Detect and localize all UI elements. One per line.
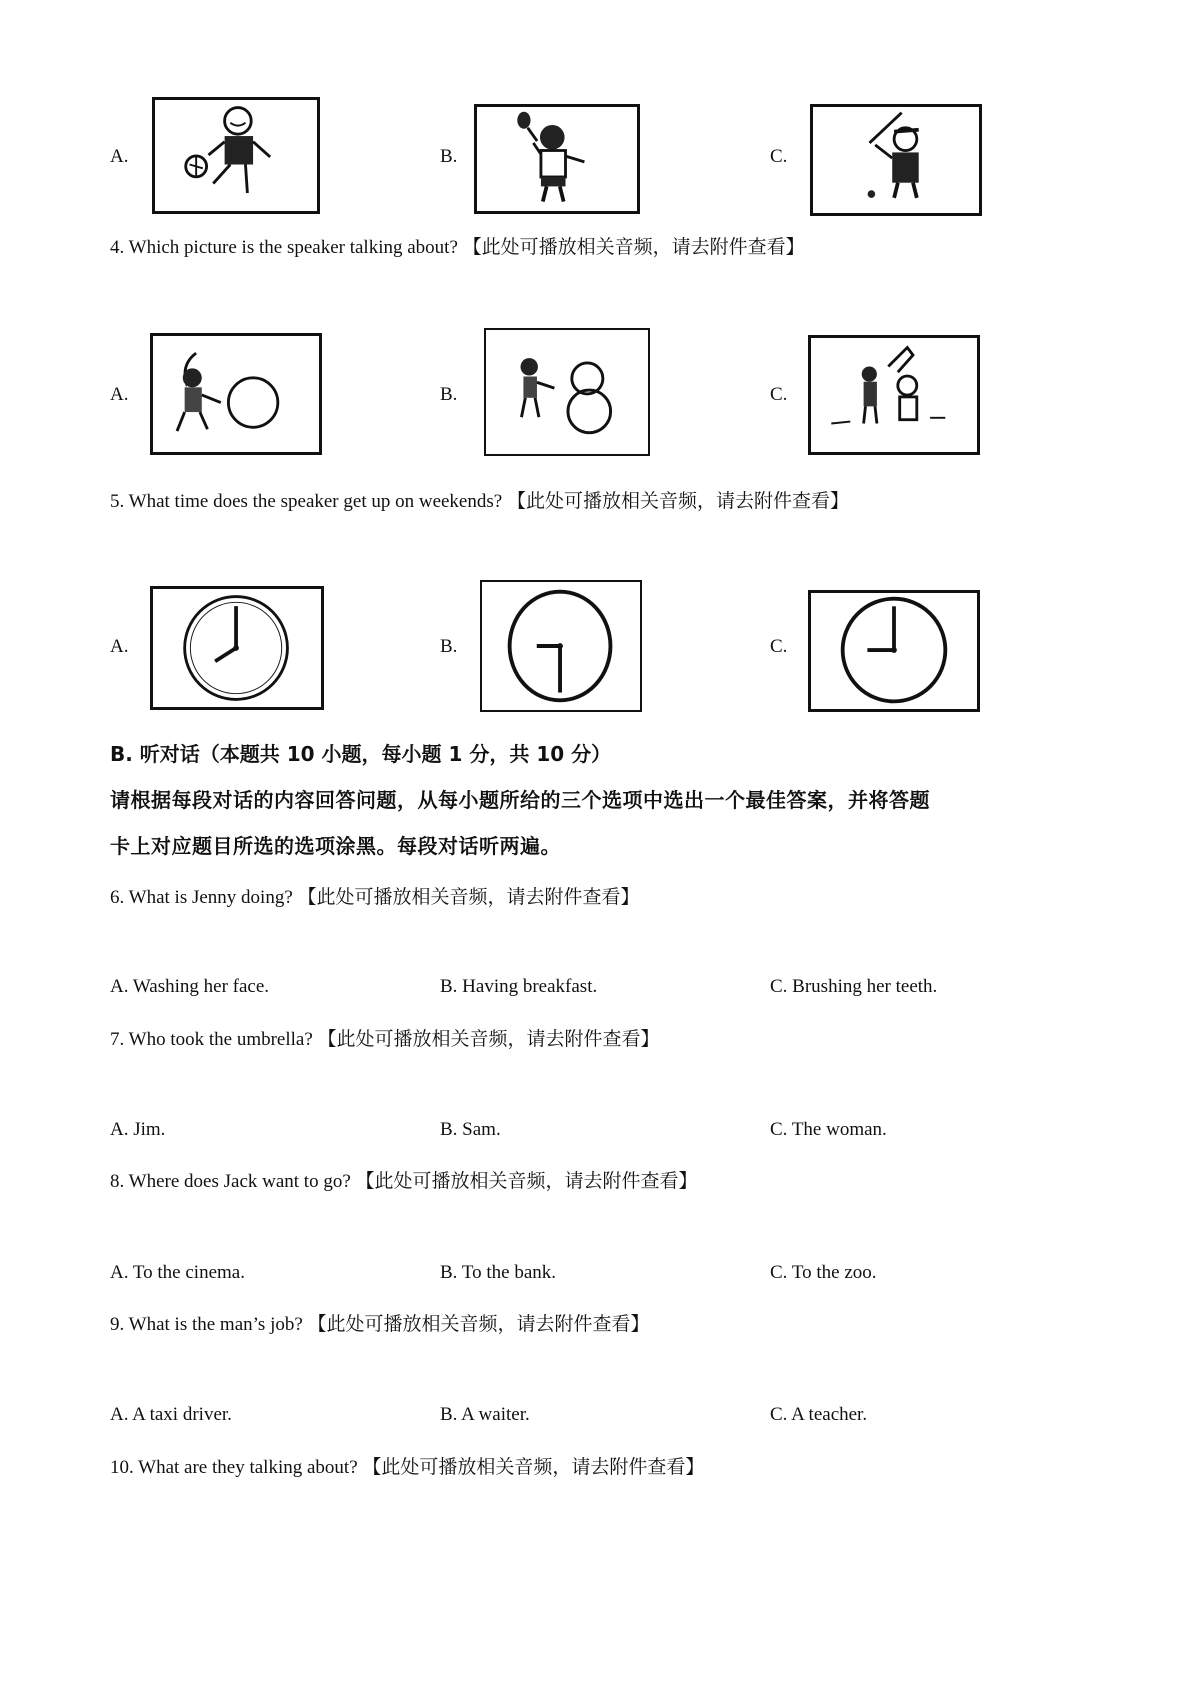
q6-option-b[interactable]: B. Having breakfast. <box>440 976 598 997</box>
q9-option-a[interactable]: A. A taxi driver. <box>110 1404 232 1425</box>
q4-question: 4. Which picture is the speaker talking about? 【此处可播放相关音频，请去附件查看】 <box>110 237 805 258</box>
section-b-instruction-line2: 卡上对应题目所选的选项涂黑。每段对话听两遍。 <box>110 834 561 858</box>
boy-with-ball-picture[interactable] <box>152 97 320 214</box>
boy-with-snowman-picture[interactable] <box>808 335 980 455</box>
q8-option-a[interactable]: A. To the cinema. <box>110 1262 245 1283</box>
q6-option-c[interactable]: C. Brushing her teeth. <box>770 976 938 997</box>
clock-half-past-8-picture[interactable] <box>480 580 642 712</box>
q7-option-b[interactable]: B. Sam. <box>440 1119 501 1140</box>
q5-option-c-label: C. <box>770 636 788 657</box>
q9-option-c[interactable]: C. A teacher. <box>770 1404 868 1425</box>
q9-option-b[interactable]: B. A waiter. <box>440 1404 530 1425</box>
q8-option-c[interactable]: C. To the zoo. <box>770 1262 877 1283</box>
clock-8-oclock-picture[interactable] <box>150 586 324 710</box>
q4-option-a-label: A. <box>110 384 129 405</box>
q4-option-b-label: B. <box>440 384 458 405</box>
boy-with-racket-picture[interactable] <box>474 104 640 214</box>
q10-question: 10. What are they talking about? 【此处可播放相关音频，请去附件查看】 <box>110 1457 705 1478</box>
q5-question: 5. What time does the speaker get up on weekends? 【此处可播放相关音频，请去附件查看】 <box>110 491 849 512</box>
q5-option-a-label: A. <box>110 636 129 657</box>
q9-question: 9. What is the man’s job? 【此处可播放相关音频，请去附件查看】 <box>110 1314 650 1335</box>
q6-question: 6. What is Jenny doing? 【此处可播放相关音频，请去附件查看】 <box>110 887 640 908</box>
q7-question: 7. Who took the umbrella? 【此处可播放相关音频，请去附件查看】 <box>110 1029 660 1050</box>
section-b-title: B. 听对话（本题共 10 小题，每小题 1 分，共 10 分） <box>110 742 612 766</box>
q7-option-a[interactable]: A. Jim. <box>110 1119 166 1140</box>
q3-option-b-label: B. <box>440 146 458 167</box>
q3-option-a-label: A. <box>110 146 129 167</box>
q7-option-c[interactable]: C. The woman. <box>770 1119 887 1140</box>
q3-option-c-label: C. <box>770 146 788 167</box>
q6-option-a[interactable]: A. Washing her face. <box>110 976 270 997</box>
girl-rolling-snowball-picture[interactable] <box>150 333 322 455</box>
section-b-instruction-line1: 请根据每段对话的内容回答问题，从每小题所给的三个选项中选出一个最佳答案，并将答题 <box>110 788 930 812</box>
q5-option-b-label: B. <box>440 636 458 657</box>
q8-option-b[interactable]: B. To the bank. <box>440 1262 557 1283</box>
q4-option-c-label: C. <box>770 384 788 405</box>
clock-9-oclock-picture[interactable] <box>808 590 980 712</box>
boy-with-golf-club-picture[interactable] <box>810 104 982 216</box>
girl-building-snowman-picture[interactable] <box>484 328 650 456</box>
q8-question: 8. Where does Jack want to go? 【此处可播放相关音频，请去附件查看】 <box>110 1171 698 1192</box>
